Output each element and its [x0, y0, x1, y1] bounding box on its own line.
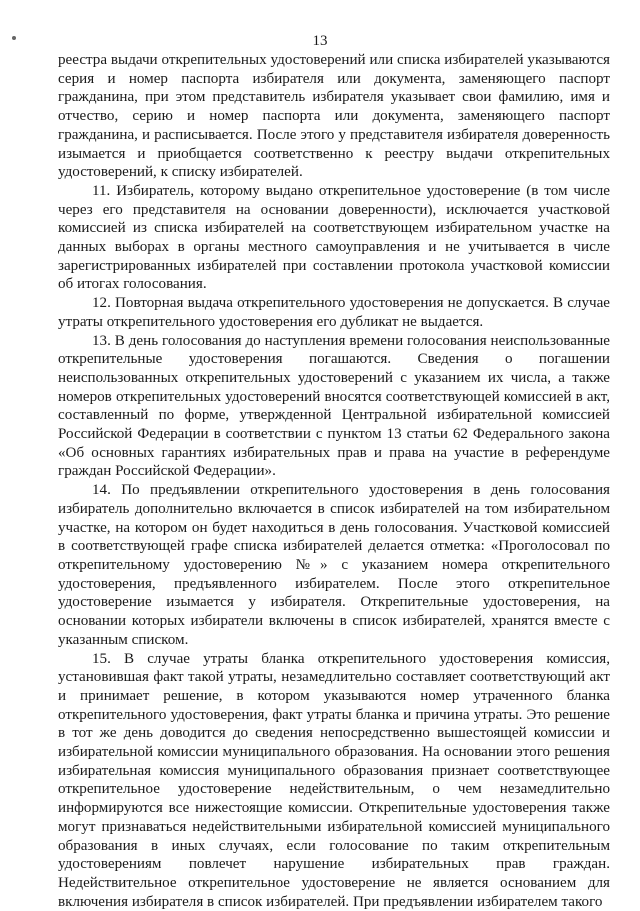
- paragraph-14: 14. По предъявлении открепительного удостоверения в день голосования избиратель дополнительно включается в список избирателей на том избирательном участке, на котором он будет находиться в день голосования. Участковой комиссией в соответствующей графе списка избирателей делается отметка: «Проголосовал по открепительному удостоверению №» с указанием номера открепительного удостоверения, предъявленного избирателем. После этого открепительное удостоверение изымается у избирателя. Открепительные удостоверения, на основании которых избиратели включены в список избирателей, хранятся вместе с указанным списком.: [58, 481, 610, 649]
- paragraph-15: 15. В случае утраты бланка открепительного удостоверения комиссия, установившая факт такой утраты, незамедлительно составляет соответствующий акт и принимает решение, в котором указываются номер утраченного бланка открепительного удостоверения, факт утраты бланка и причина утраты. Это решение в тот же день доводится до сведения непосредственно вышестоящей комиссии и избирательной комиссии муниципального образования. На основании этого решения избирательная комиссия муниципального образования признает соответствующее открепительное удостоверение недействительным, о чем незамедлительно информируются все нижестоящие комиссии. Открепительные удостоверения также могут признаваться недействительными избирательной комиссией муниципального образования в иных случаях, если голосование по таким открепительным удостоверениям повлечет нарушение избирательных прав граждан. Недействительное открепительное удостоверение не является основанием для включения избирателя в список избирателей. При предъявлении избирателем такого: [58, 650, 610, 911]
- page-number: 13: [0, 33, 640, 50]
- document-body: [58, 51, 610, 911]
- paragraph-12: 12. Повторная выдача открепительного удостоверения не допускается. В случае утраты открепительного удостоверения его дубликат не выдается.: [58, 294, 610, 331]
- paragraph-continuation: реестра выдачи открепительных удостоверений или списка избирателей указываются серия и номер паспорта избирателя или документа, заменяющего паспорт гражданина, при этом представитель избирателя указывает свои фамилию, имя и отчество, серию и номер паспорта или документа, заменяющего паспорт гражданина, и расписывается. После этого у представителя избирателя доверенность изымается и приобщается соответственно к реестру выдачи открепительных удостоверений, к списку избирателей.: [58, 51, 610, 182]
- paragraph-13: 13. В день голосования до наступления времени голосования неиспользованные открепительные удостоверения погашаются. Сведения о погашении неиспользованных открепительных удостоверений с указанием их числа, а также номеров открепительных удостоверений вносятся соответствующей комиссией в акт, составленный по форме, утвержденной Центральной избирательной комиссией Российской Федерации в соответствии с пунктом 13 статьи 62 Федерального закона «Об основных гарантиях избирательных прав и права на участие в референдуме граждан Российской Федерации».: [58, 332, 610, 482]
- paragraph-11: 11. Избиратель, которому выдано открепительное удостоверение (в том числе через его представителя на основании доверенности), исключается участковой комиссией из списка избирателей на соответствующем избирательном участке на данных выборах в органы местного самоуправления и не учитывается в числе зарегистрированных избирателей при составлении протокола участковой комиссии об итогах голосования.: [58, 182, 610, 294]
